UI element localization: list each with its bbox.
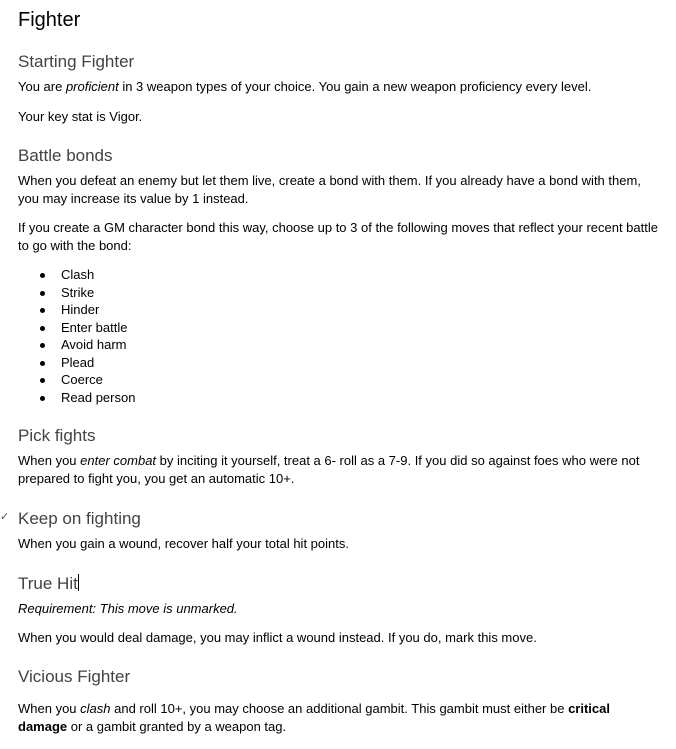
list-item: Hinder [18, 301, 658, 319]
list-item: Enter battle [18, 319, 658, 337]
moves-list [18, 266, 658, 406]
true-hit-requirement: Requirement: This move is unmarked. [18, 601, 238, 616]
true-hit-paragraph: When you would deal damage, you may inflict a wound instead. If you do, mark this move. [18, 630, 537, 645]
pick-fights-paragraph: When you enter combat by inciting it yourself, treat a 6- roll as a 7-9. If you did so against foes who were not prepared to fight you, you get an automatic 10+. [18, 453, 640, 486]
heading-true-hit[interactable]: True Hit [18, 574, 78, 593]
list-item: Read person [18, 389, 658, 407]
keep-on-fighting-paragraph: When you gain a wound, recover half your total hit points. [18, 536, 349, 551]
key-stat-paragraph: Your key stat is Vigor. [18, 109, 143, 124]
list-item: Avoid harm [18, 336, 658, 354]
page-title: Fighter [18, 9, 81, 31]
heading-starting-fighter: Starting Fighter [18, 52, 135, 71]
list-item: Plead [18, 354, 658, 372]
list-item: Clash [18, 266, 658, 284]
battle-bonds-paragraph-2: If you create a GM character bond this way, choose up to 3 of the following moves that reflect your recent battle to go with the bond: [18, 220, 658, 253]
heading-pick-fights: Pick fights [18, 426, 96, 445]
document-body [18, 0, 658, 736]
list-item: Coerce [18, 371, 658, 389]
battle-bonds-paragraph-1: When you defeat an enemy but let them live, create a bond with them. If you already have a bond with them, you may increase its value by 1 instead. [18, 173, 641, 206]
text-cursor [78, 574, 79, 591]
vicious-fighter-paragraph: When you clash and roll 10+, you may choose an additional gambit. This gambit must either be critical damage or a gambit granted by a weapon tag. [18, 701, 610, 734]
heading-battle-bonds: Battle bonds [18, 146, 113, 165]
heading-keep-on-fighting: Keep on fighting [18, 509, 141, 528]
heading-vicious-fighter: Vicious Fighter [18, 667, 131, 686]
margin-check-icon: ✓ [0, 511, 10, 523]
starting-paragraph: You are proficient in 3 weapon types of your choice. You gain a new weapon proficiency every level. [18, 79, 592, 94]
list-item: Strike [18, 284, 658, 302]
